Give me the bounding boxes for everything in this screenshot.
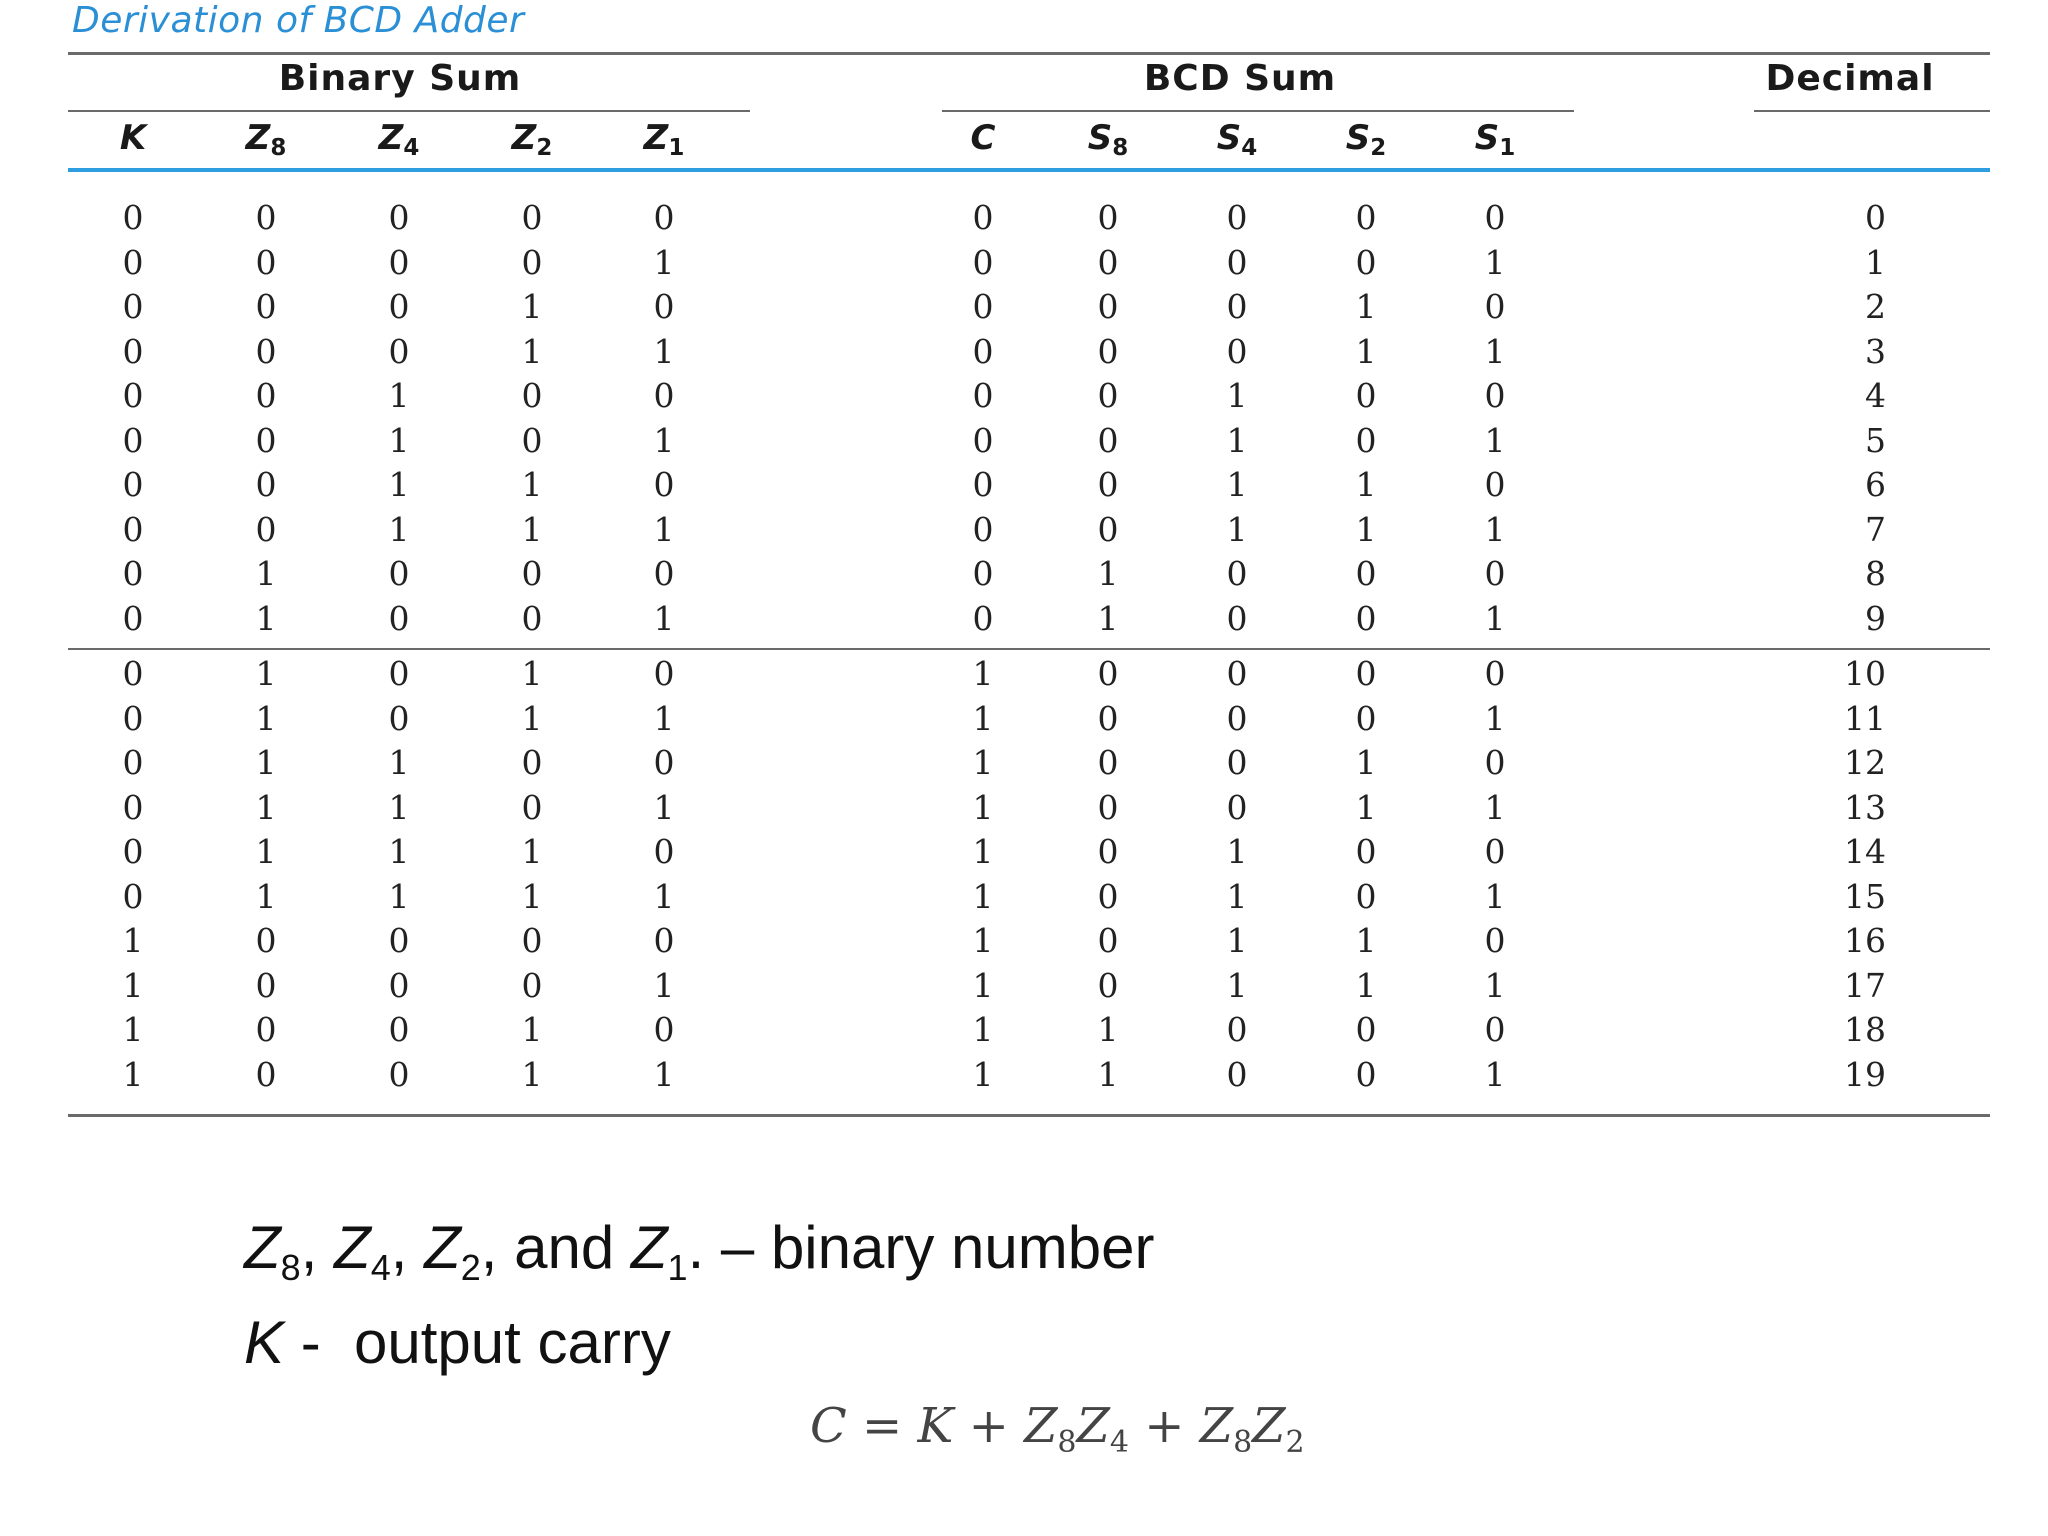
- bit-cell: 0: [255, 1054, 277, 1094]
- decimal-cell: 13: [1844, 787, 1886, 827]
- bit-cell: 0: [1097, 420, 1119, 460]
- decimal-cell: 3: [1865, 331, 1886, 371]
- bit-cell: 1: [653, 876, 675, 916]
- bit-cell: 1: [1484, 509, 1506, 549]
- bit-cell: 1: [388, 376, 410, 415]
- top-rule: [68, 52, 1990, 55]
- bit-cell: 0: [1097, 287, 1119, 326]
- bit-cell: 1: [1484, 331, 1506, 371]
- bit-cell: 1: [388, 743, 410, 782]
- bit-cell: 1: [1226, 965, 1248, 1005]
- bit-cell: 0: [388, 242, 410, 282]
- bit-cell: 1: [653, 965, 675, 1005]
- bit-cell: 0: [122, 242, 144, 282]
- bit-cell: 1: [1097, 598, 1119, 638]
- bit-cell: 0: [653, 287, 675, 326]
- bit-cell: 1: [653, 787, 675, 827]
- bit-cell: 0: [1097, 376, 1119, 415]
- bit-cell: 1: [1355, 787, 1377, 827]
- column-header-z2: $Z_2$: [511, 118, 553, 161]
- bit-cell: 1: [521, 509, 543, 549]
- bit-cell: 0: [653, 554, 675, 593]
- bit-cell: 0: [972, 376, 994, 415]
- bit-cell: 0: [653, 465, 675, 504]
- bit-cell: 1: [1355, 965, 1377, 1005]
- bit-cell: 1: [388, 420, 410, 460]
- bit-cell: 1: [1226, 509, 1248, 549]
- bit-cell: 1: [388, 876, 410, 916]
- bit-cell: 0: [1226, 1010, 1248, 1049]
- bit-cell: 1: [255, 554, 277, 593]
- bit-cell: 1: [653, 698, 675, 738]
- bit-cell: 0: [972, 198, 994, 237]
- decimal-cell: 10: [1844, 654, 1886, 693]
- bit-cell: 0: [1484, 654, 1506, 693]
- bit-cell: 1: [521, 465, 543, 504]
- bit-cell: 0: [1097, 921, 1119, 960]
- bit-cell: 1: [972, 654, 994, 693]
- bit-cell: 0: [653, 654, 675, 693]
- bit-cell: 0: [1097, 198, 1119, 237]
- group-header-decimal: Decimal: [1765, 58, 1935, 99]
- bit-cell: 0: [122, 198, 144, 237]
- bit-cell: 1: [972, 787, 994, 827]
- bit-cell: 1: [521, 698, 543, 738]
- bit-cell: 1: [653, 331, 675, 371]
- bit-cell: 0: [521, 743, 543, 782]
- column-header-z8: $Z_8$: [245, 118, 287, 161]
- decimal-cell: 4: [1865, 376, 1886, 415]
- bit-cell: 0: [122, 376, 144, 415]
- bit-cell: 1: [122, 1010, 144, 1049]
- bit-cell: 1: [1226, 876, 1248, 916]
- bit-cell: 1: [972, 743, 994, 782]
- decimal-cell: 11: [1844, 698, 1886, 738]
- bit-cell: 1: [255, 598, 277, 638]
- bit-cell: 1: [653, 242, 675, 282]
- bit-cell: 0: [653, 921, 675, 960]
- bit-cell: 1: [388, 509, 410, 549]
- column-header-k: K: [119, 118, 147, 158]
- bit-cell: 0: [122, 287, 144, 326]
- bit-cell: 0: [122, 465, 144, 504]
- column-header-z4: $Z_4$: [378, 118, 420, 161]
- bit-cell: 1: [122, 1054, 144, 1094]
- bit-cell: 0: [972, 420, 994, 460]
- bit-cell: 1: [972, 832, 994, 871]
- note-output-carry: K - output carry: [244, 1309, 671, 1376]
- bit-cell: 0: [1097, 698, 1119, 738]
- bit-cell: 0: [122, 787, 144, 827]
- decimal-cell: 8: [1865, 554, 1886, 593]
- bit-cell: 0: [653, 832, 675, 871]
- bit-cell: 1: [1484, 598, 1506, 638]
- bottom-rule: [68, 1114, 1990, 1117]
- bit-cell: 0: [255, 287, 277, 326]
- bit-cell: 1: [255, 698, 277, 738]
- group-header-bcd-sum: BCD Sum: [1143, 58, 1337, 99]
- decimal-cell: 15: [1844, 876, 1886, 916]
- decimal-cell: 16: [1844, 921, 1886, 960]
- bit-cell: 0: [122, 876, 144, 916]
- bit-cell: 0: [1355, 876, 1377, 916]
- bit-cell: 0: [255, 965, 277, 1005]
- bit-cell: 0: [1097, 743, 1119, 782]
- bit-cell: 0: [1355, 242, 1377, 282]
- decimal-cell: 7: [1865, 509, 1886, 549]
- bit-cell: 1: [388, 832, 410, 871]
- bit-cell: 0: [1484, 554, 1506, 593]
- bit-cell: 0: [972, 509, 994, 549]
- bit-cell: 0: [122, 654, 144, 693]
- bit-cell: 1: [122, 965, 144, 1005]
- bit-cell: 1: [1484, 242, 1506, 282]
- bit-cell: 1: [1097, 554, 1119, 593]
- bit-cell: 0: [972, 465, 994, 504]
- bit-cell: 1: [388, 465, 410, 504]
- bit-cell: 0: [1097, 654, 1119, 693]
- bit-cell: 0: [388, 598, 410, 638]
- bit-cell: 1: [255, 876, 277, 916]
- bit-cell: 1: [972, 1010, 994, 1049]
- bit-cell: 0: [1226, 242, 1248, 282]
- bit-cell: 0: [972, 598, 994, 638]
- bit-cell: 0: [388, 1054, 410, 1094]
- bit-cell: 0: [388, 921, 410, 960]
- bit-cell: 1: [1484, 420, 1506, 460]
- bit-cell: 0: [255, 198, 277, 237]
- decimal-cell: 6: [1865, 465, 1886, 504]
- bit-cell: 0: [1355, 832, 1377, 871]
- bit-cell: 0: [972, 554, 994, 593]
- column-header-c: C: [970, 118, 996, 158]
- bit-cell: 0: [122, 598, 144, 638]
- bit-cell: 0: [1484, 832, 1506, 871]
- bit-cell: 0: [1097, 465, 1119, 504]
- bit-cell: 1: [1226, 465, 1248, 504]
- bit-cell: 0: [521, 554, 543, 593]
- decimal-cell: 1: [1865, 242, 1886, 282]
- note-binary-number: $Z_8$, $Z_4$, $Z_2$, and $Z_1$. – binary number: [244, 1214, 1155, 1288]
- bit-cell: 1: [1226, 921, 1248, 960]
- bit-cell: 0: [255, 1010, 277, 1049]
- bit-cell: 1: [1097, 1010, 1119, 1049]
- bit-cell: 1: [1226, 376, 1248, 415]
- bit-cell: 1: [653, 1054, 675, 1094]
- binary-sum-underline: [68, 110, 750, 112]
- bit-cell: 1: [1484, 876, 1506, 916]
- bit-cell: 0: [1484, 921, 1506, 960]
- bcd-sum-underline: [942, 110, 1574, 112]
- bit-cell: 0: [1484, 743, 1506, 782]
- column-header-z1: $Z_1$: [643, 118, 685, 161]
- bit-cell: 0: [1484, 198, 1506, 237]
- bit-cell: 1: [255, 743, 277, 782]
- bit-cell: 1: [1484, 698, 1506, 738]
- bit-cell: 0: [1355, 420, 1377, 460]
- bit-cell: 0: [255, 465, 277, 504]
- bit-cell: 0: [1355, 598, 1377, 638]
- bit-cell: 0: [122, 509, 144, 549]
- bit-cell: 0: [1097, 965, 1119, 1005]
- bit-cell: 0: [122, 698, 144, 738]
- bit-cell: 1: [255, 787, 277, 827]
- bit-cell: 0: [255, 331, 277, 371]
- decimal-cell: 17: [1844, 965, 1886, 1005]
- bit-cell: 0: [1226, 698, 1248, 738]
- bit-cell: 0: [1355, 554, 1377, 593]
- bit-cell: 0: [388, 331, 410, 371]
- bit-cell: 0: [972, 331, 994, 371]
- bit-cell: 1: [1355, 331, 1377, 371]
- bit-cell: 0: [388, 1010, 410, 1049]
- bit-cell: 1: [521, 832, 543, 871]
- bit-cell: 0: [122, 331, 144, 371]
- bit-cell: 1: [653, 598, 675, 638]
- decimal-cell: 2: [1865, 287, 1886, 326]
- bit-cell: 0: [1097, 242, 1119, 282]
- decimal-cell: 0: [1865, 198, 1886, 237]
- bit-cell: 0: [388, 965, 410, 1005]
- bit-cell: 0: [122, 554, 144, 593]
- table-caption: Derivation of BCD Adder: [72, 0, 525, 41]
- group-header-binary-sum: Binary Sum: [278, 58, 522, 99]
- bit-cell: 0: [388, 287, 410, 326]
- bit-cell: 1: [972, 1054, 994, 1094]
- bit-cell: 1: [1226, 420, 1248, 460]
- bit-cell: 1: [122, 921, 144, 960]
- bit-cell: 0: [255, 420, 277, 460]
- bit-cell: 0: [255, 509, 277, 549]
- bit-cell: 0: [1097, 787, 1119, 827]
- bit-cell: 0: [1484, 465, 1506, 504]
- bit-cell: 1: [521, 876, 543, 916]
- bit-cell: 0: [1097, 509, 1119, 549]
- bit-cell: 0: [521, 376, 543, 415]
- bit-cell: 1: [1226, 832, 1248, 871]
- bit-cell: 0: [653, 1010, 675, 1049]
- bit-cell: 1: [521, 1010, 543, 1049]
- bit-cell: 1: [521, 654, 543, 693]
- bit-cell: 1: [388, 787, 410, 827]
- bit-cell: 0: [1226, 1054, 1248, 1094]
- bit-cell: 0: [255, 921, 277, 960]
- bit-cell: 0: [521, 198, 543, 237]
- bit-cell: 0: [1355, 1010, 1377, 1049]
- bit-cell: 0: [1355, 198, 1377, 237]
- bit-cell: 1: [1097, 1054, 1119, 1094]
- bit-cell: 1: [653, 509, 675, 549]
- column-header-s1: $S_1$: [1474, 118, 1516, 161]
- bit-cell: 1: [255, 654, 277, 693]
- bit-cell: 0: [388, 654, 410, 693]
- bit-cell: 0: [1226, 598, 1248, 638]
- bit-cell: 1: [1355, 509, 1377, 549]
- bit-cell: 1: [1484, 965, 1506, 1005]
- bit-cell: 0: [1226, 331, 1248, 371]
- carry-formula: $C = K + Z_8Z_4 + Z_8Z_2$: [810, 1398, 1305, 1460]
- bit-cell: 1: [972, 921, 994, 960]
- bit-cell: 0: [1226, 287, 1248, 326]
- bit-cell: 1: [255, 832, 277, 871]
- bit-cell: 0: [521, 787, 543, 827]
- decimal-cell: 12: [1844, 743, 1886, 782]
- bit-cell: 0: [255, 376, 277, 415]
- column-header-s2: $S_2$: [1345, 118, 1387, 161]
- column-header-s8: $S_8$: [1087, 118, 1129, 161]
- bit-cell: 0: [122, 420, 144, 460]
- bit-cell: 0: [1484, 376, 1506, 415]
- bit-cell: 0: [972, 242, 994, 282]
- bit-cell: 0: [1484, 287, 1506, 326]
- decimal-cell: 14: [1844, 832, 1886, 871]
- bit-cell: 0: [521, 420, 543, 460]
- bit-cell: 0: [1355, 376, 1377, 415]
- bit-cell: 1: [1355, 287, 1377, 326]
- bit-cell: 0: [388, 554, 410, 593]
- bit-cell: 0: [521, 965, 543, 1005]
- bit-cell: 1: [1355, 743, 1377, 782]
- bit-cell: 1: [521, 1054, 543, 1094]
- bit-cell: 0: [1097, 876, 1119, 916]
- bit-cell: 1: [1484, 787, 1506, 827]
- bit-cell: 1: [1355, 465, 1377, 504]
- decimal-underline: [1754, 110, 1990, 112]
- bit-cell: 1: [972, 698, 994, 738]
- bit-cell: 0: [122, 832, 144, 871]
- header-rule: [68, 168, 1990, 172]
- bit-cell: 1: [521, 331, 543, 371]
- bit-cell: 0: [388, 198, 410, 237]
- bit-cell: 0: [521, 921, 543, 960]
- bit-cell: 0: [1226, 787, 1248, 827]
- bit-cell: 1: [972, 965, 994, 1005]
- decimal-cell: 19: [1844, 1054, 1886, 1094]
- decimal-cell: 18: [1844, 1010, 1886, 1049]
- bit-cell: 0: [653, 376, 675, 415]
- bit-cell: 0: [388, 698, 410, 738]
- bit-cell: 1: [653, 420, 675, 460]
- bit-cell: 0: [1226, 654, 1248, 693]
- bit-cell: 0: [1097, 331, 1119, 371]
- bit-cell: 0: [653, 743, 675, 782]
- bit-cell: 0: [521, 598, 543, 638]
- bit-cell: 1: [1484, 1054, 1506, 1094]
- bit-cell: 0: [1355, 698, 1377, 738]
- bit-cell: 0: [1226, 743, 1248, 782]
- bit-cell: 1: [1355, 921, 1377, 960]
- bit-cell: 0: [1355, 1054, 1377, 1094]
- bit-cell: 0: [1097, 832, 1119, 871]
- bit-cell: 0: [122, 743, 144, 782]
- variable-notes: [244, 1200, 1154, 1390]
- bit-cell: 0: [1226, 554, 1248, 593]
- bit-cell: 0: [1226, 198, 1248, 237]
- column-header-s4: $S_4$: [1216, 118, 1258, 161]
- bit-cell: 1: [521, 287, 543, 326]
- bit-cell: 0: [255, 242, 277, 282]
- bit-cell: 1: [972, 876, 994, 916]
- bit-cell: 0: [521, 242, 543, 282]
- bit-cell: 0: [1355, 654, 1377, 693]
- bit-cell: 0: [972, 287, 994, 326]
- decimal-cell: 5: [1865, 420, 1886, 460]
- bit-cell: 0: [1484, 1010, 1506, 1049]
- group-divider-rule: [68, 648, 1990, 650]
- decimal-cell: 9: [1865, 598, 1886, 638]
- bit-cell: 0: [653, 198, 675, 237]
